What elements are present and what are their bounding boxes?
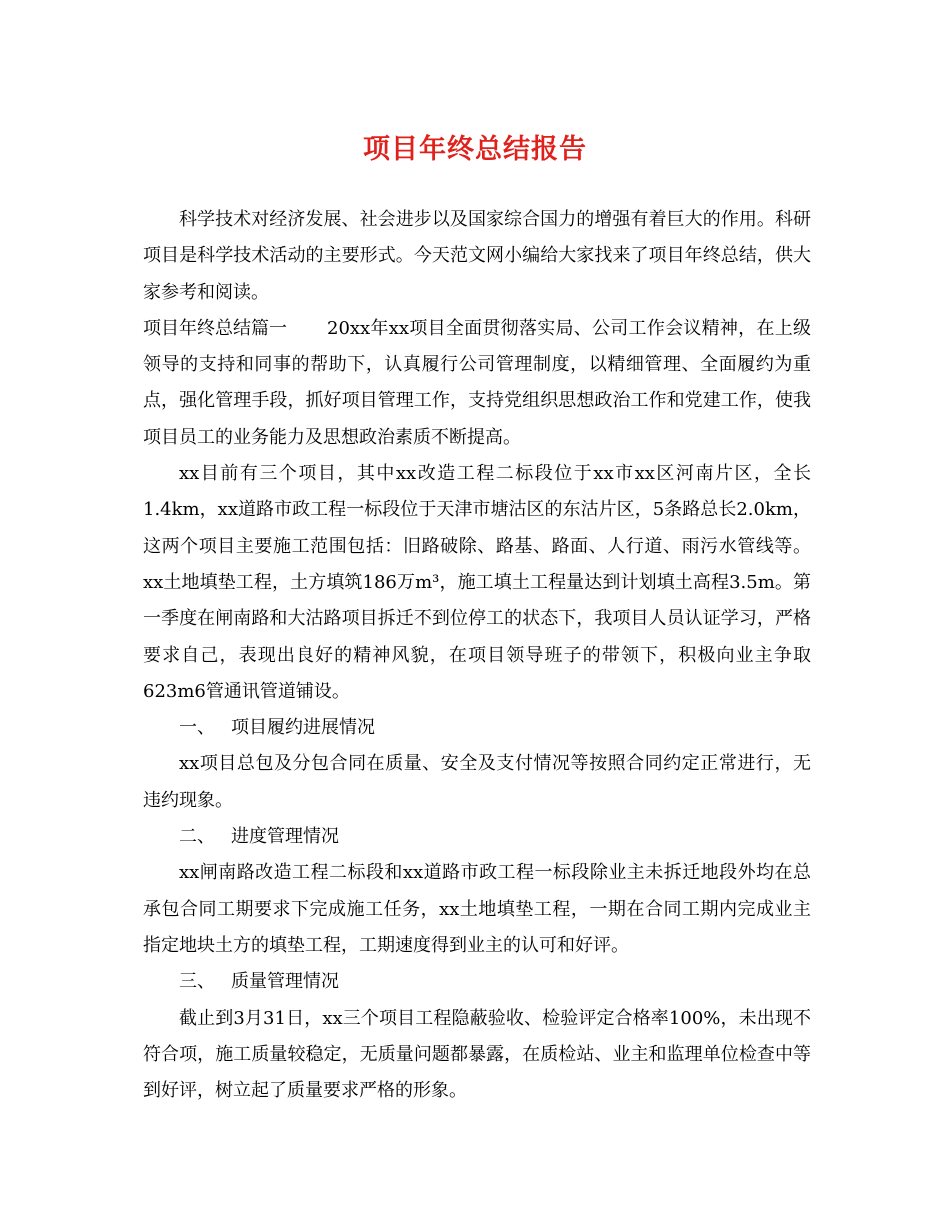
intro-paragraph: 科学技术对经济发展、社会进步以及国家综合国力的增强有着巨大的作用。科研项目是科学技术活动的主要形式。今天范文网小编给大家找来了项目年终总结，供大家参考和阅读。 xyxy=(143,209,811,303)
paragraph-1-text: 20xx年xx项目全面贯彻落实局、公司工作会议精神，在上级领导的支持和同事的帮助下，认真履行公司管理制度，以精细管理、全面履约为重点，强化管理手段，抓好项目管理工作，支持党组织思想政治工作和党建工作，使我项目员工的业务能力及思想政治素质不断提高。 xyxy=(143,317,811,448)
section-paragraph-1 xyxy=(143,311,811,456)
heading-3-number: 三、 xyxy=(179,971,215,993)
heading-1-text: 项目履约进展情况 xyxy=(231,717,375,739)
heading-2 xyxy=(143,819,811,855)
document-title: 项目年终总结报告 xyxy=(363,134,587,165)
heading-3-text: 质量管理情况 xyxy=(231,971,339,993)
document-body xyxy=(143,202,811,1109)
heading-2-text: 进度管理情况 xyxy=(231,826,339,848)
heading-1 xyxy=(143,710,811,746)
paragraph-3: xx项目总包及分包合同在质量、安全及支付情况等按照合同约定正常进行，无违约现象。 xyxy=(143,753,811,811)
heading-2-number: 二、 xyxy=(179,826,215,848)
paragraph-5: 截止到3月31日，xx三个项目工程隐蔽验收、检验评定合格率100%，未出现不符合项，施工质量较稳定，无质量问题都暴露，在质检站、业主和监理单位检查中等到好评，树立起了质量要求严格的形象。 xyxy=(143,1007,811,1102)
heading-3 xyxy=(143,964,811,1000)
paragraph-2: xx目前有三个项目，其中xx改造工程二标段位于xx市xx区河南片区，全长1.4km，xx道路市政工程一标段位于天津市塘沽区的东沽片区，5条路总长2.0km，这两个项目主要施工范围包括：旧路破除、路基、路面、人行道、雨污水管线等。xx土地填垫工程，土方填筑186万m³，施工填土工程量达到计划填土高程3.5m。第一季度在闸南路和大沽路项目拆迁不到位停工的状态下，我项目人员认证学习，严格要求自己，表现出良好的精神风貌，在项目领导班子的带领下，积极向业主争取623m6管通讯管道铺设。 xyxy=(143,463,811,702)
heading-1-number: 一、 xyxy=(179,717,215,739)
section-label: 项目年终总结篇一 xyxy=(143,317,287,339)
paragraph-4: xx闸南路改造工程二标段和xx道路市政工程一标段除业主未拆迁地段外均在总承包合同工期要求下完成施工任务，xx土地填垫工程，一期在合同工期内完成业主指定地块土方的填垫工程，工期速度得到业主的认可和好评。 xyxy=(143,862,811,956)
